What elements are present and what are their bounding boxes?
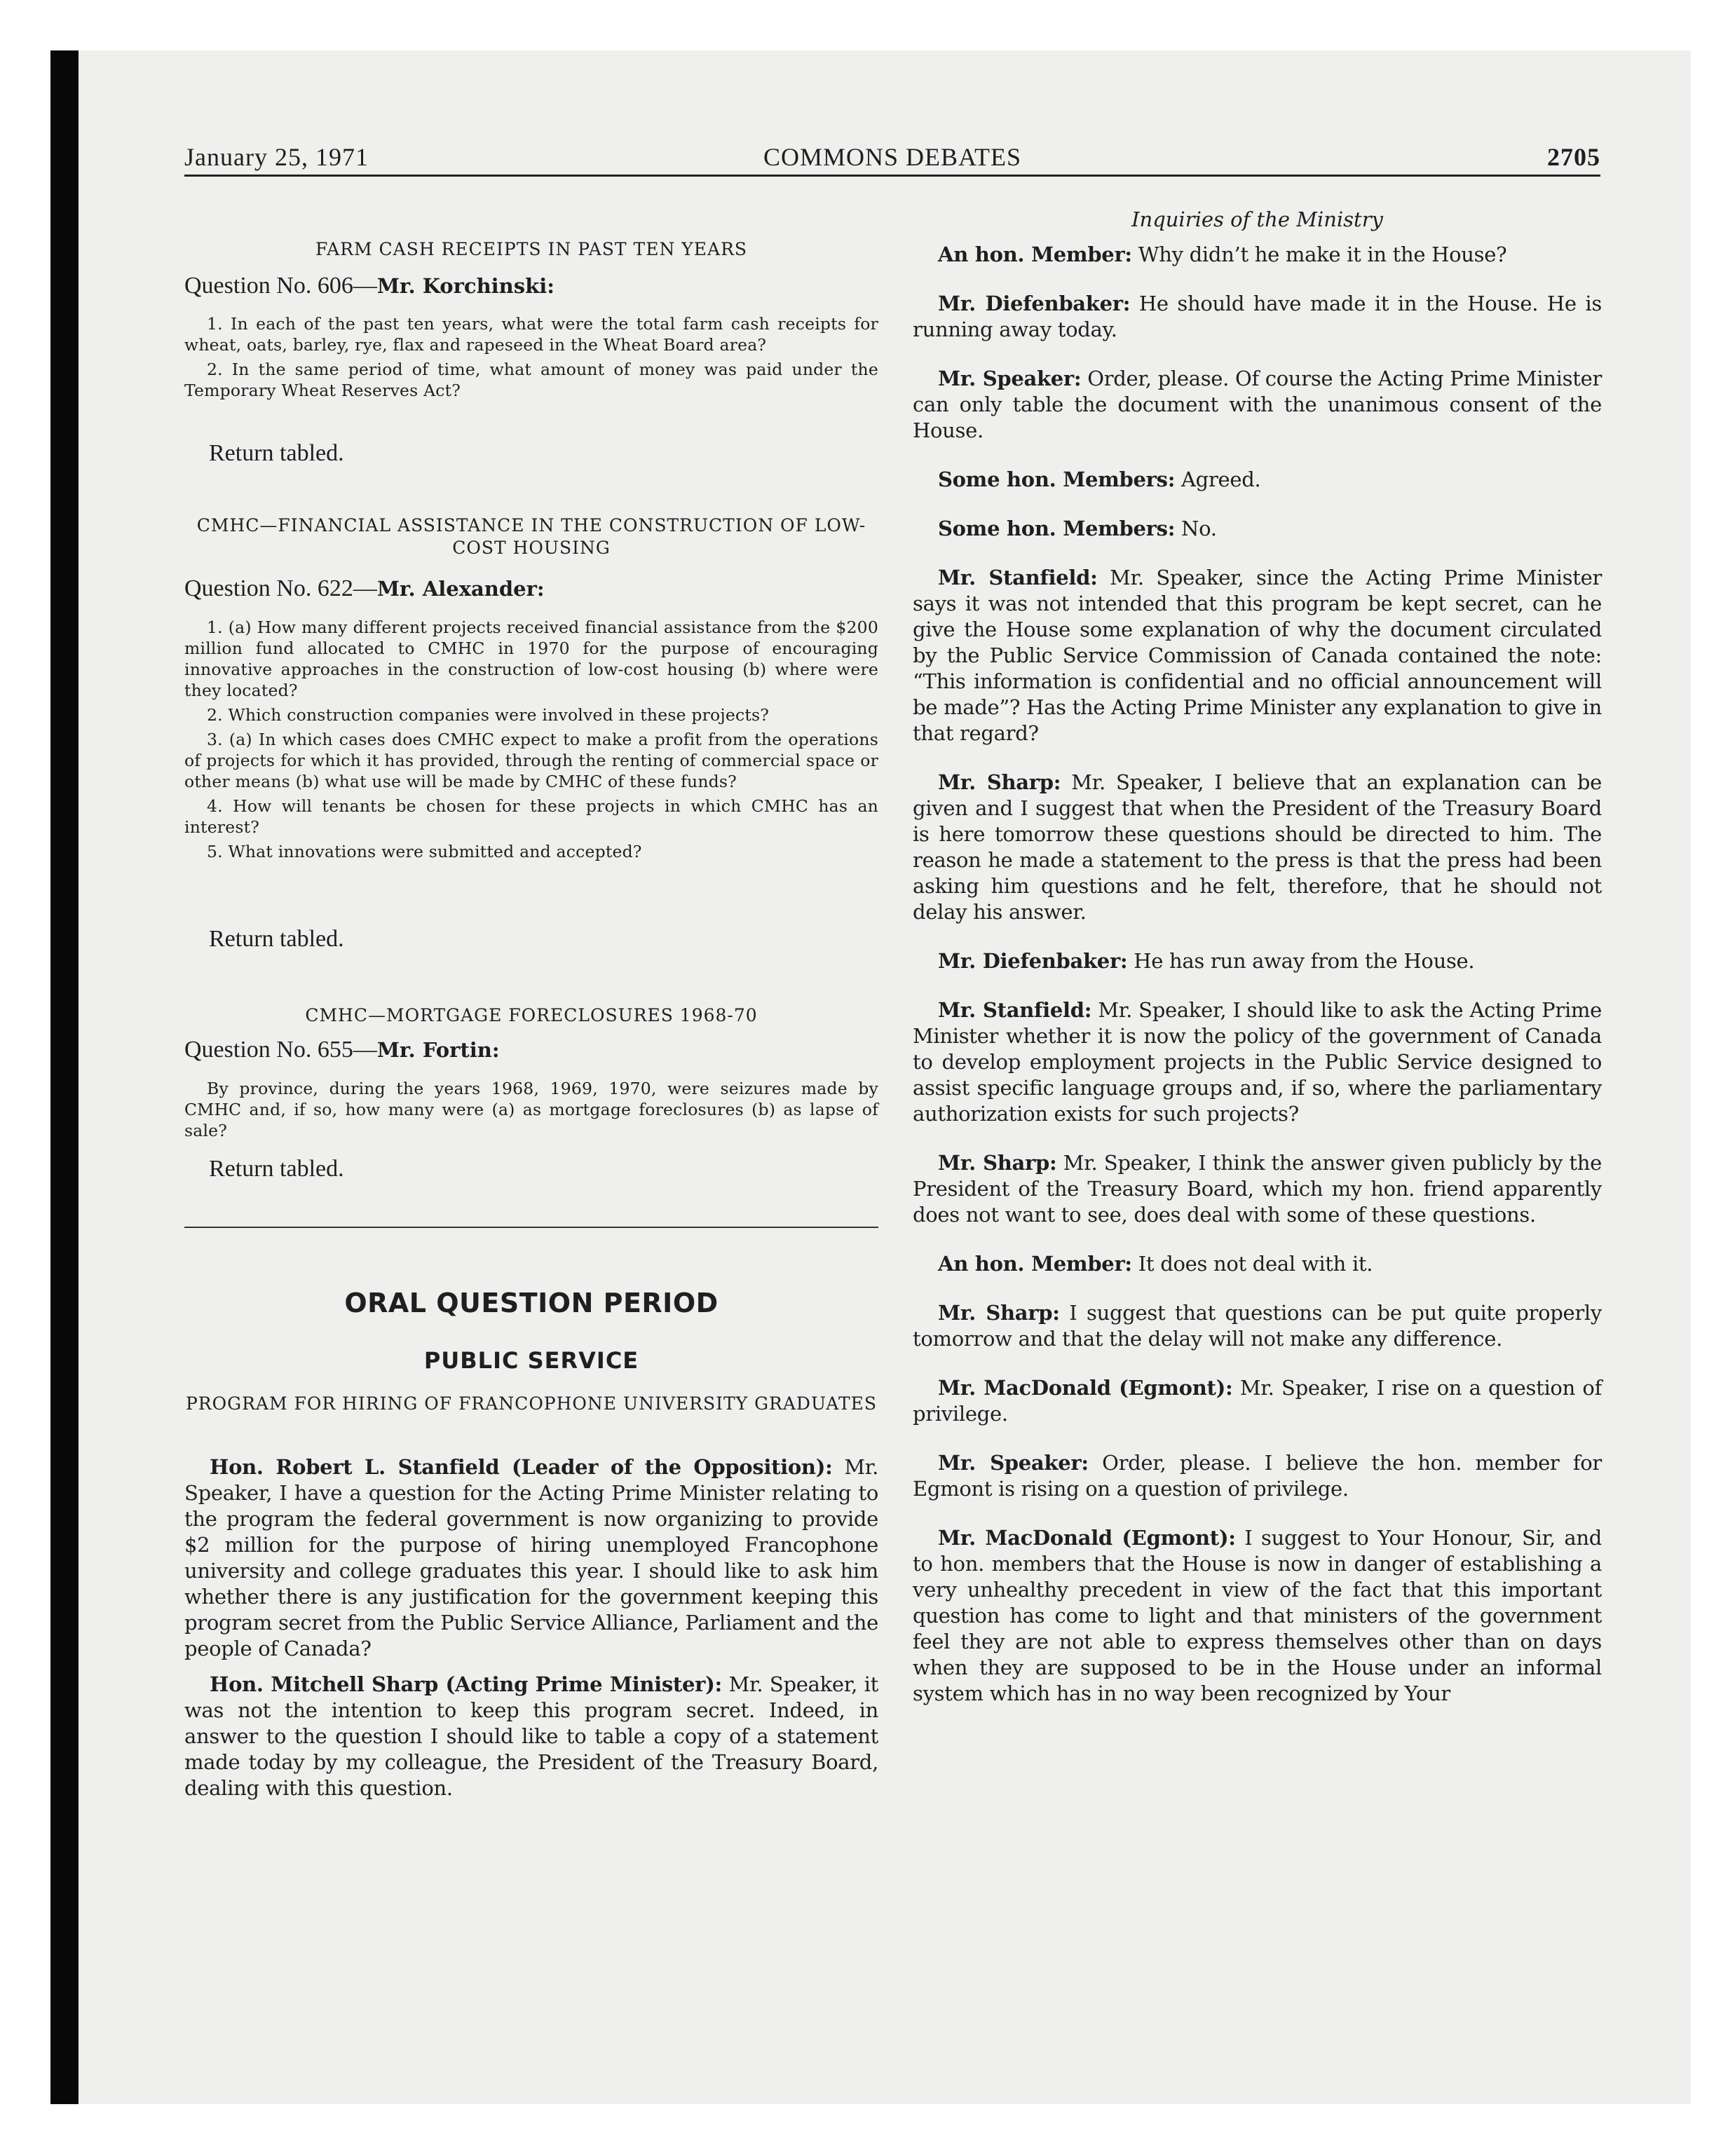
speaker: Mr. Diefenbaker: [938, 292, 1131, 315]
speech-text: Mr. Speaker, I should like to ask the Acting Prime Minister whether it is now the policy of the government of Canada to develop employment projects in the Public Service designed to assist specific language groups and, if so, where the parliamentary authorization exists for such projects? [913, 998, 1602, 1126]
q655-items [184, 1078, 878, 1145]
q606-items [184, 313, 878, 404]
q655-return: Return tabled. [209, 1156, 344, 1182]
q655-member: Mr. Fortin: [376, 1038, 500, 1062]
speaker: Mr. Sharp: [938, 1301, 1060, 1325]
speaker: Mr. MacDonald (Egmont): [938, 1376, 1233, 1400]
q622-item: 1. (a) How many different projects received financial assistance from the $200 million fund allocated to CMHC in 1970 for the purpose of encouraging innovative approaches in the construction of low-cost housing (b) where were they located? [184, 618, 878, 700]
q606-question-line [184, 272, 878, 300]
speaker: Mr. Stanfield: [938, 566, 1098, 589]
q622-return: Return tabled. [209, 926, 344, 952]
q606-member: Mr. Korchinski: [376, 274, 554, 298]
speech [913, 997, 1602, 1127]
q622-item: 2. Which construction companies were involved in these projects? [207, 705, 770, 725]
topic-heading: PROGRAM FOR HIRING OF FRANCOPHONE UNIVERSITY GRADUATES [185, 1393, 878, 1414]
q622-items [184, 617, 878, 866]
speech-text: Mr. Speaker, it was not the intention to keep this program secret. Indeed, in answer to the question I should like to table a copy of a statement made today by my colleague, the President of the Treasury Board, dealing with this question. [184, 1672, 879, 1800]
speech [913, 1375, 1602, 1427]
q622-item: 4. How will tenants be chosen for these projects in which CMHC has an interest? [184, 796, 878, 837]
q606-item: 1. In each of the past ten years, what were the total farm cash receipts for wheat, oats, barley, rye, flax and rapeseed in the Wheat Board area? [184, 314, 878, 355]
speech-text: It does not deal with it. [1138, 1252, 1373, 1276]
speech [913, 1525, 1602, 1707]
right-speeches [913, 242, 1602, 1707]
speech-text: Mr. Speaker, I believe that an explanation can be given and I suggest that when the President of the Treasury Board is here tomorrow these questions should be directed to him. The reason he made a statement to the press is that the press had been asking him questions and he felt, therefore, that he should not delay his answer. [913, 770, 1602, 924]
speaker: An hon. Member: [938, 1252, 1132, 1276]
speech-text: Order, please. I believe the hon. member for Egmont is rising on a question of privilege. [913, 1451, 1602, 1501]
speech [913, 770, 1602, 925]
q606-prefix: Question No. 606— [184, 273, 377, 299]
speech [913, 1150, 1602, 1228]
speech-text: Mr. Speaker, I have a question for the Acting Prime Minister relating to the program the federal government is now organizing to provide $2 million for the purpose of hiring unemployed Francophone university and college graduates this year. I should like to ask him whether there is any justification for the government keeping this program secret from the Public Service Alliance, Parliament and the people of Canada? [184, 1455, 879, 1660]
section-divider [184, 1227, 878, 1228]
speech-text: Why didn’t he make it in the House? [1138, 243, 1507, 266]
speech [913, 948, 1602, 974]
speaker: Hon. Mitchell Sharp (Acting Prime Minister): [210, 1672, 722, 1696]
oral-question-period-title: ORAL QUESTION PERIOD [344, 1288, 719, 1318]
speech [913, 1251, 1602, 1277]
speech [913, 242, 1602, 268]
speaker: Mr. Sharp: [938, 770, 1061, 794]
header-date: January 25, 1971 [184, 143, 369, 171]
speech-text: Order, please. Of course the Acting Prime Minister can only table the document with the unanimous consent of the House. [913, 367, 1603, 442]
speech [913, 467, 1602, 493]
q655-question-line [184, 1036, 878, 1064]
q606-item: 2. In the same period of time, what amount of money was paid under the Temporary Wheat Reserves Act? [184, 360, 878, 400]
speech [913, 516, 1602, 542]
speaker: Mr. Diefenbaker: [938, 949, 1128, 973]
running-head: Inquiries of the Ministry [1131, 207, 1383, 231]
speech [913, 565, 1602, 746]
speech-text: No. [1181, 517, 1217, 540]
q622-item: 3. (a) In which cases does CMHC expect to make a profit from the operations of projects for which it has provided, through the renting of commercial space or other means (b) what use will be made by CMHC of these funds? [184, 730, 878, 791]
speech [184, 1672, 878, 1801]
speech [184, 1454, 878, 1662]
speaker: Hon. Robert L. Stanfield (Leader of the Opposition): [210, 1455, 833, 1479]
q622-member: Mr. Alexander: [376, 577, 545, 601]
speaker: Some hon. Members: [938, 468, 1176, 491]
q655-heading: CMHC—MORTGAGE FORECLOSURES 1968-70 [305, 1005, 758, 1025]
speech-text: Mr. Speaker, I think the answer given publicly by the President of the Treasury Board, which my hon. friend apparently does not want to see, does deal with some of these questions. [913, 1151, 1602, 1227]
speech [913, 1300, 1602, 1352]
q622-question-line [184, 575, 878, 603]
speech-text: I suggest that questions can be put quite properly tomorrow and that the delay will not make any difference. [913, 1301, 1602, 1351]
speaker: Mr. Sharp: [938, 1151, 1057, 1175]
q655-prefix: Question No. 655— [184, 1037, 377, 1063]
left-speeches [184, 1454, 878, 1801]
header-title: COMMONS DEBATES [763, 143, 1022, 171]
speech [913, 291, 1602, 343]
page-number: 2705 [1547, 143, 1600, 171]
speaker: Mr. Speaker: [938, 367, 1082, 390]
speech-text: He should have made it in the House. He is running away today. [913, 292, 1602, 341]
section-title: PUBLIC SERVICE [423, 1347, 639, 1374]
q622-heading: CMHC—FINANCIAL ASSISTANCE IN THE CONSTRUCTION OF LOW-COST HOUSING [196, 515, 866, 558]
speaker: Some hon. Members: [938, 517, 1176, 540]
header-rule [184, 175, 1600, 177]
q622-prefix: Question No. 622— [184, 575, 377, 601]
q655-item: By province, during the years 1968, 1969, 1970, were seizures made by CMHC and, if so, how many were (a) as mortgage foreclosures (b) as lapse of sale? [184, 1079, 878, 1140]
speech-text: He has run away from the House. [1134, 949, 1475, 973]
q606-heading: FARM CASH RECEIPTS IN PAST TEN YEARS [315, 239, 748, 259]
speech-text: Mr. Speaker, I rise on a question of privilege. [913, 1376, 1603, 1426]
speaker: Mr. MacDonald (Egmont): [938, 1526, 1236, 1550]
q606-return: Return tabled. [209, 440, 344, 466]
speech-text: Agreed. [1181, 468, 1261, 491]
speaker: Mr. Speaker: [938, 1451, 1089, 1475]
q622-item: 5. What innovations were submitted and accepted? [207, 842, 642, 861]
speaker: An hon. Member: [938, 243, 1132, 266]
scan-edge-bar [50, 50, 79, 2104]
speech [913, 366, 1602, 444]
speech-text: Mr. Speaker, since the Acting Prime Minister says it was not intended that this program be kept secret, can he give the House some explanation of why the document circulated by the Public Service Commission of Canada contained the note: “This information is confidential and no official announcement will be made”? Has the Acting Prime Minister any explanation to give in that regard? [913, 566, 1603, 745]
speaker: Mr. Stanfield: [938, 998, 1092, 1022]
speech [913, 1450, 1602, 1502]
page-header [184, 142, 1600, 176]
speech-text: I suggest to Your Honour, Sir, and to hon. members that the House is now in danger of establishing a very unhealthy precedent in view of the fact that this important question has come to light and that ministers of the government feel they are not able to express themselves other than on days when they are supposed to be in the House under an informal system which has in no way been recognized by Your [913, 1526, 1602, 1705]
